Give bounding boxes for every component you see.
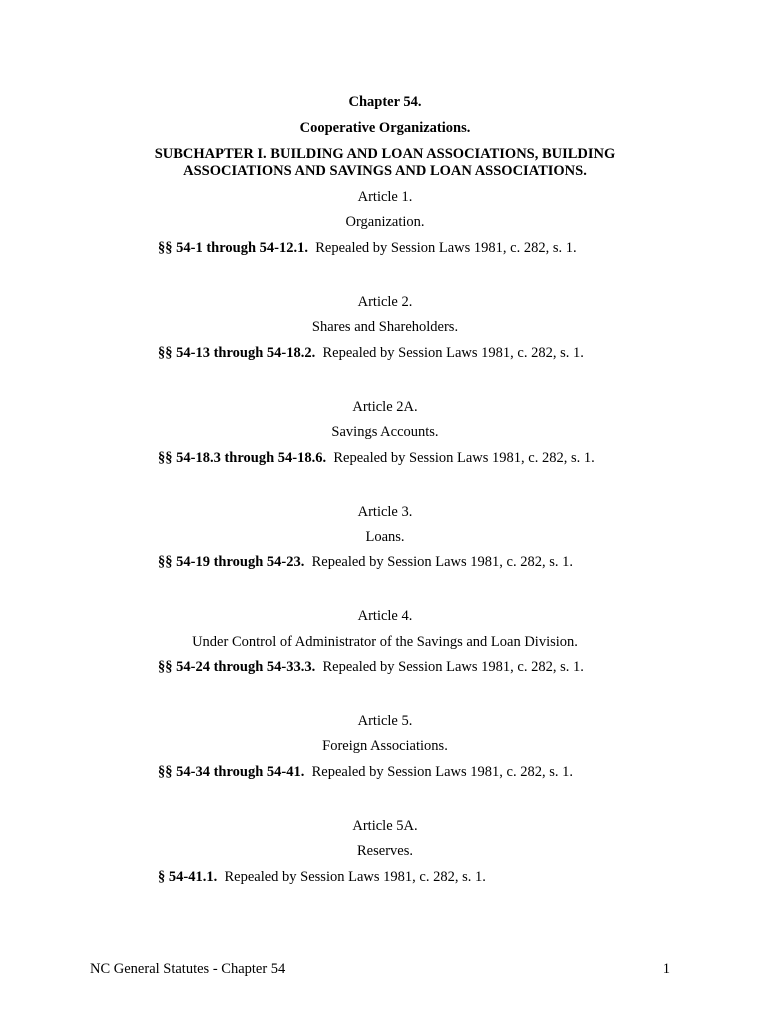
section-number: § 54-41.1.: [158, 869, 218, 885]
section-number: §§ 54-1 through 54-12.1.: [158, 240, 308, 256]
page-number: 1: [662, 961, 670, 977]
section-number: §§ 54-18.3 through 54-18.6.: [158, 450, 327, 466]
section-entry: [158, 764, 573, 781]
section-entry: [158, 869, 486, 886]
article-title: Loans.: [365, 529, 405, 545]
section-entry: [158, 240, 577, 257]
section-text: Repealed by Session Laws 1981, c. 282, s. 1.: [311, 764, 573, 780]
article-title: Reserves.: [357, 843, 413, 859]
section-text: Repealed by Session Laws 1981, c. 282, s. 1.: [322, 659, 584, 675]
section-entry: [158, 450, 595, 467]
chapter-title: Cooperative Organizations.: [299, 120, 471, 136]
section-text: Repealed by Session Laws 1981, c. 282, s. 1.: [311, 554, 573, 570]
section-number: §§ 54-19 through 54-23.: [158, 554, 305, 570]
section-text: Repealed by Session Laws 1981, c. 282, s. 1.: [333, 450, 595, 466]
article-number: Article 2A.: [352, 399, 418, 415]
section-text: Repealed by Session Laws 1981, c. 282, s. 1.: [315, 240, 577, 256]
section-text: Repealed by Session Laws 1981, c. 282, s. 1.: [322, 345, 584, 361]
section-number: §§ 54-13 through 54-18.2.: [158, 345, 316, 361]
section-text: Repealed by Session Laws 1981, c. 282, s. 1.: [224, 869, 486, 885]
article-number: Article 2.: [357, 294, 413, 310]
article-number: Article 5.: [357, 713, 413, 729]
section-number: §§ 54-24 through 54-33.3.: [158, 659, 316, 675]
section-entry: [158, 345, 584, 362]
article-number: Article 5A.: [352, 818, 418, 834]
article-title: Organization.: [345, 214, 425, 230]
section-entry: [158, 554, 573, 571]
article-title: Shares and Shareholders.: [311, 319, 459, 335]
article-number: Article 1.: [357, 189, 413, 205]
section-number: §§ 54-34 through 54-41.: [158, 764, 305, 780]
article-title: Savings Accounts.: [331, 424, 439, 440]
article-number: Article 4.: [357, 608, 413, 624]
article-title: Foreign Associations.: [322, 738, 448, 754]
chapter-number: Chapter 54.: [348, 94, 422, 110]
subchapter-heading: SUBCHAPTER I. BUILDING AND LOAN ASSOCIATIONS, BUILDING ASSOCIATIONS AND SAVINGS AND LOAN ASSOCIATIONS.: [154, 146, 616, 179]
article-number: Article 3.: [357, 504, 413, 520]
section-entry: [158, 659, 584, 676]
footer-title: NC General Statutes - Chapter 54: [90, 961, 286, 977]
article-title: Under Control of Administrator of the Savings and Loan Division.: [192, 634, 578, 650]
